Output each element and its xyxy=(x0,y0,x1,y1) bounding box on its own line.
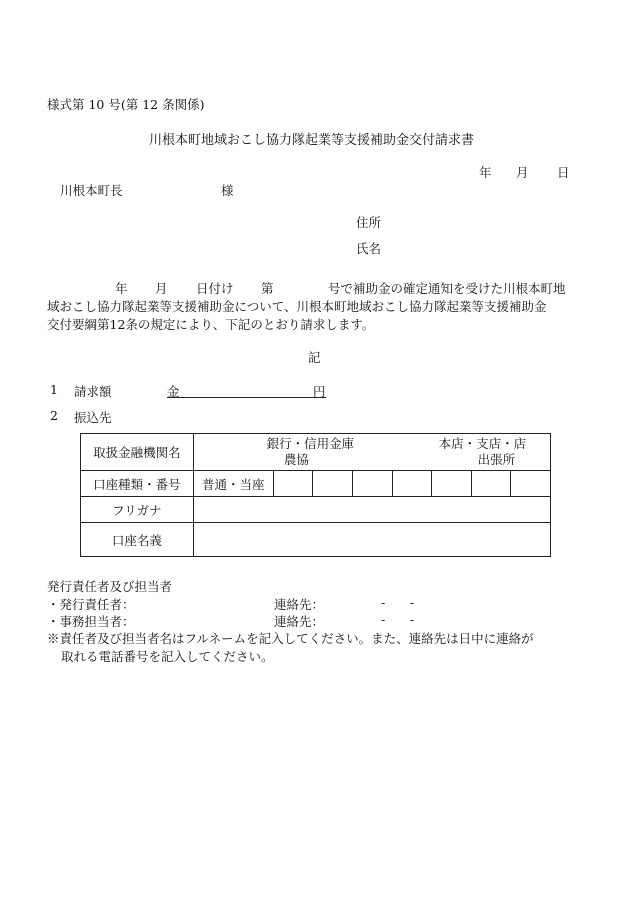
account-digit-1[interactable] xyxy=(273,471,313,497)
institution-cell[interactable] xyxy=(193,434,550,471)
issuer-label: ・発行責任者： xyxy=(47,597,135,612)
intro-line1-rest: 号で補助金の確定通知を受けた川根本町地 xyxy=(328,281,566,296)
date-day: 日 xyxy=(557,165,570,180)
name-label: 氏名 xyxy=(356,241,382,256)
form-number: 様式第 10 号(第 12 条関係) xyxy=(47,97,205,112)
intro-line3: 交付要綱第12条の規定により、下記のとおり請求します。 xyxy=(47,317,375,332)
intro-year: 年 xyxy=(115,281,128,296)
account-digit-7[interactable] xyxy=(511,471,551,497)
date-month: 月 xyxy=(516,165,529,180)
account-digit-5[interactable] xyxy=(432,471,472,497)
issuer-contact-label: 連絡先： xyxy=(274,597,325,612)
amount-underline xyxy=(167,397,326,398)
furigana-row xyxy=(81,497,551,523)
contact-heading: 発行責任者及び担当者 xyxy=(47,579,173,594)
ki-heading: 記 xyxy=(308,350,321,365)
clerk-contact-label: 連絡先： xyxy=(274,614,325,629)
branch-types-line1: 本店・支店・店 xyxy=(438,436,527,451)
item2-number: 2 xyxy=(50,408,58,423)
institution-label: 取扱金融機関名 xyxy=(81,434,194,471)
issuer-dash-2: - xyxy=(410,595,415,610)
bank-types-line2: 農協 xyxy=(283,452,309,467)
item1-label: 請求額 xyxy=(74,384,112,399)
account-type-row xyxy=(81,471,551,497)
addressee-name: 川根本町長 xyxy=(60,183,123,198)
note-line2: 取れる電話番号を記入してください。 xyxy=(61,649,274,664)
account-digit-6[interactable] xyxy=(471,471,511,497)
account-type-label: 口座種類・番号 xyxy=(81,471,194,497)
account-name-cell[interactable] xyxy=(193,523,550,557)
clerk-label: ・事務担当者： xyxy=(47,614,135,629)
clerk-dash-2: - xyxy=(410,612,415,627)
amount-yen: 円 xyxy=(313,384,326,399)
intro-month: 月 xyxy=(155,281,168,296)
item1-number: 1 xyxy=(50,382,58,397)
branch-types xyxy=(439,436,527,468)
intro-no-prefix: 第 xyxy=(261,281,274,296)
institution-row xyxy=(81,434,551,471)
bank-account-table xyxy=(80,433,551,557)
note-line1: ※責任者及び担当者名はフルネームを記入してください。また、連絡先は日中に連絡が xyxy=(47,631,534,646)
furigana-label: フリガナ xyxy=(81,497,194,523)
furigana-cell[interactable] xyxy=(193,497,550,523)
branch-types-line2: 出張所 xyxy=(477,452,516,467)
date-year: 年 xyxy=(479,165,492,180)
bank-types xyxy=(267,436,355,468)
intro-dated: 日付け xyxy=(196,281,234,296)
amount-gold: 金 xyxy=(167,384,180,399)
addressee-honorific: 様 xyxy=(221,183,234,198)
account-name-row xyxy=(81,523,551,557)
item2-label: 振込先 xyxy=(74,410,112,425)
bank-types-line1: 銀行・信用金庫 xyxy=(266,436,355,451)
account-name-label: 口座名義 xyxy=(81,523,194,557)
clerk-dash-1: - xyxy=(381,612,386,627)
account-digit-2[interactable] xyxy=(313,471,353,497)
account-digit-4[interactable] xyxy=(392,471,432,497)
account-type-value[interactable]: 普通・当座 xyxy=(193,471,273,497)
intro-line2: 域おこし協力隊起業等支援補助金について、川根本町地域おこし協力隊起業等支援補助金 xyxy=(47,299,547,314)
account-digit-3[interactable] xyxy=(353,471,393,497)
address-label: 住所 xyxy=(356,215,382,230)
issuer-dash-1: - xyxy=(381,595,386,610)
document-title: 川根本町地域おこし協力隊起業等支援補助金交付請求書 xyxy=(149,133,475,148)
